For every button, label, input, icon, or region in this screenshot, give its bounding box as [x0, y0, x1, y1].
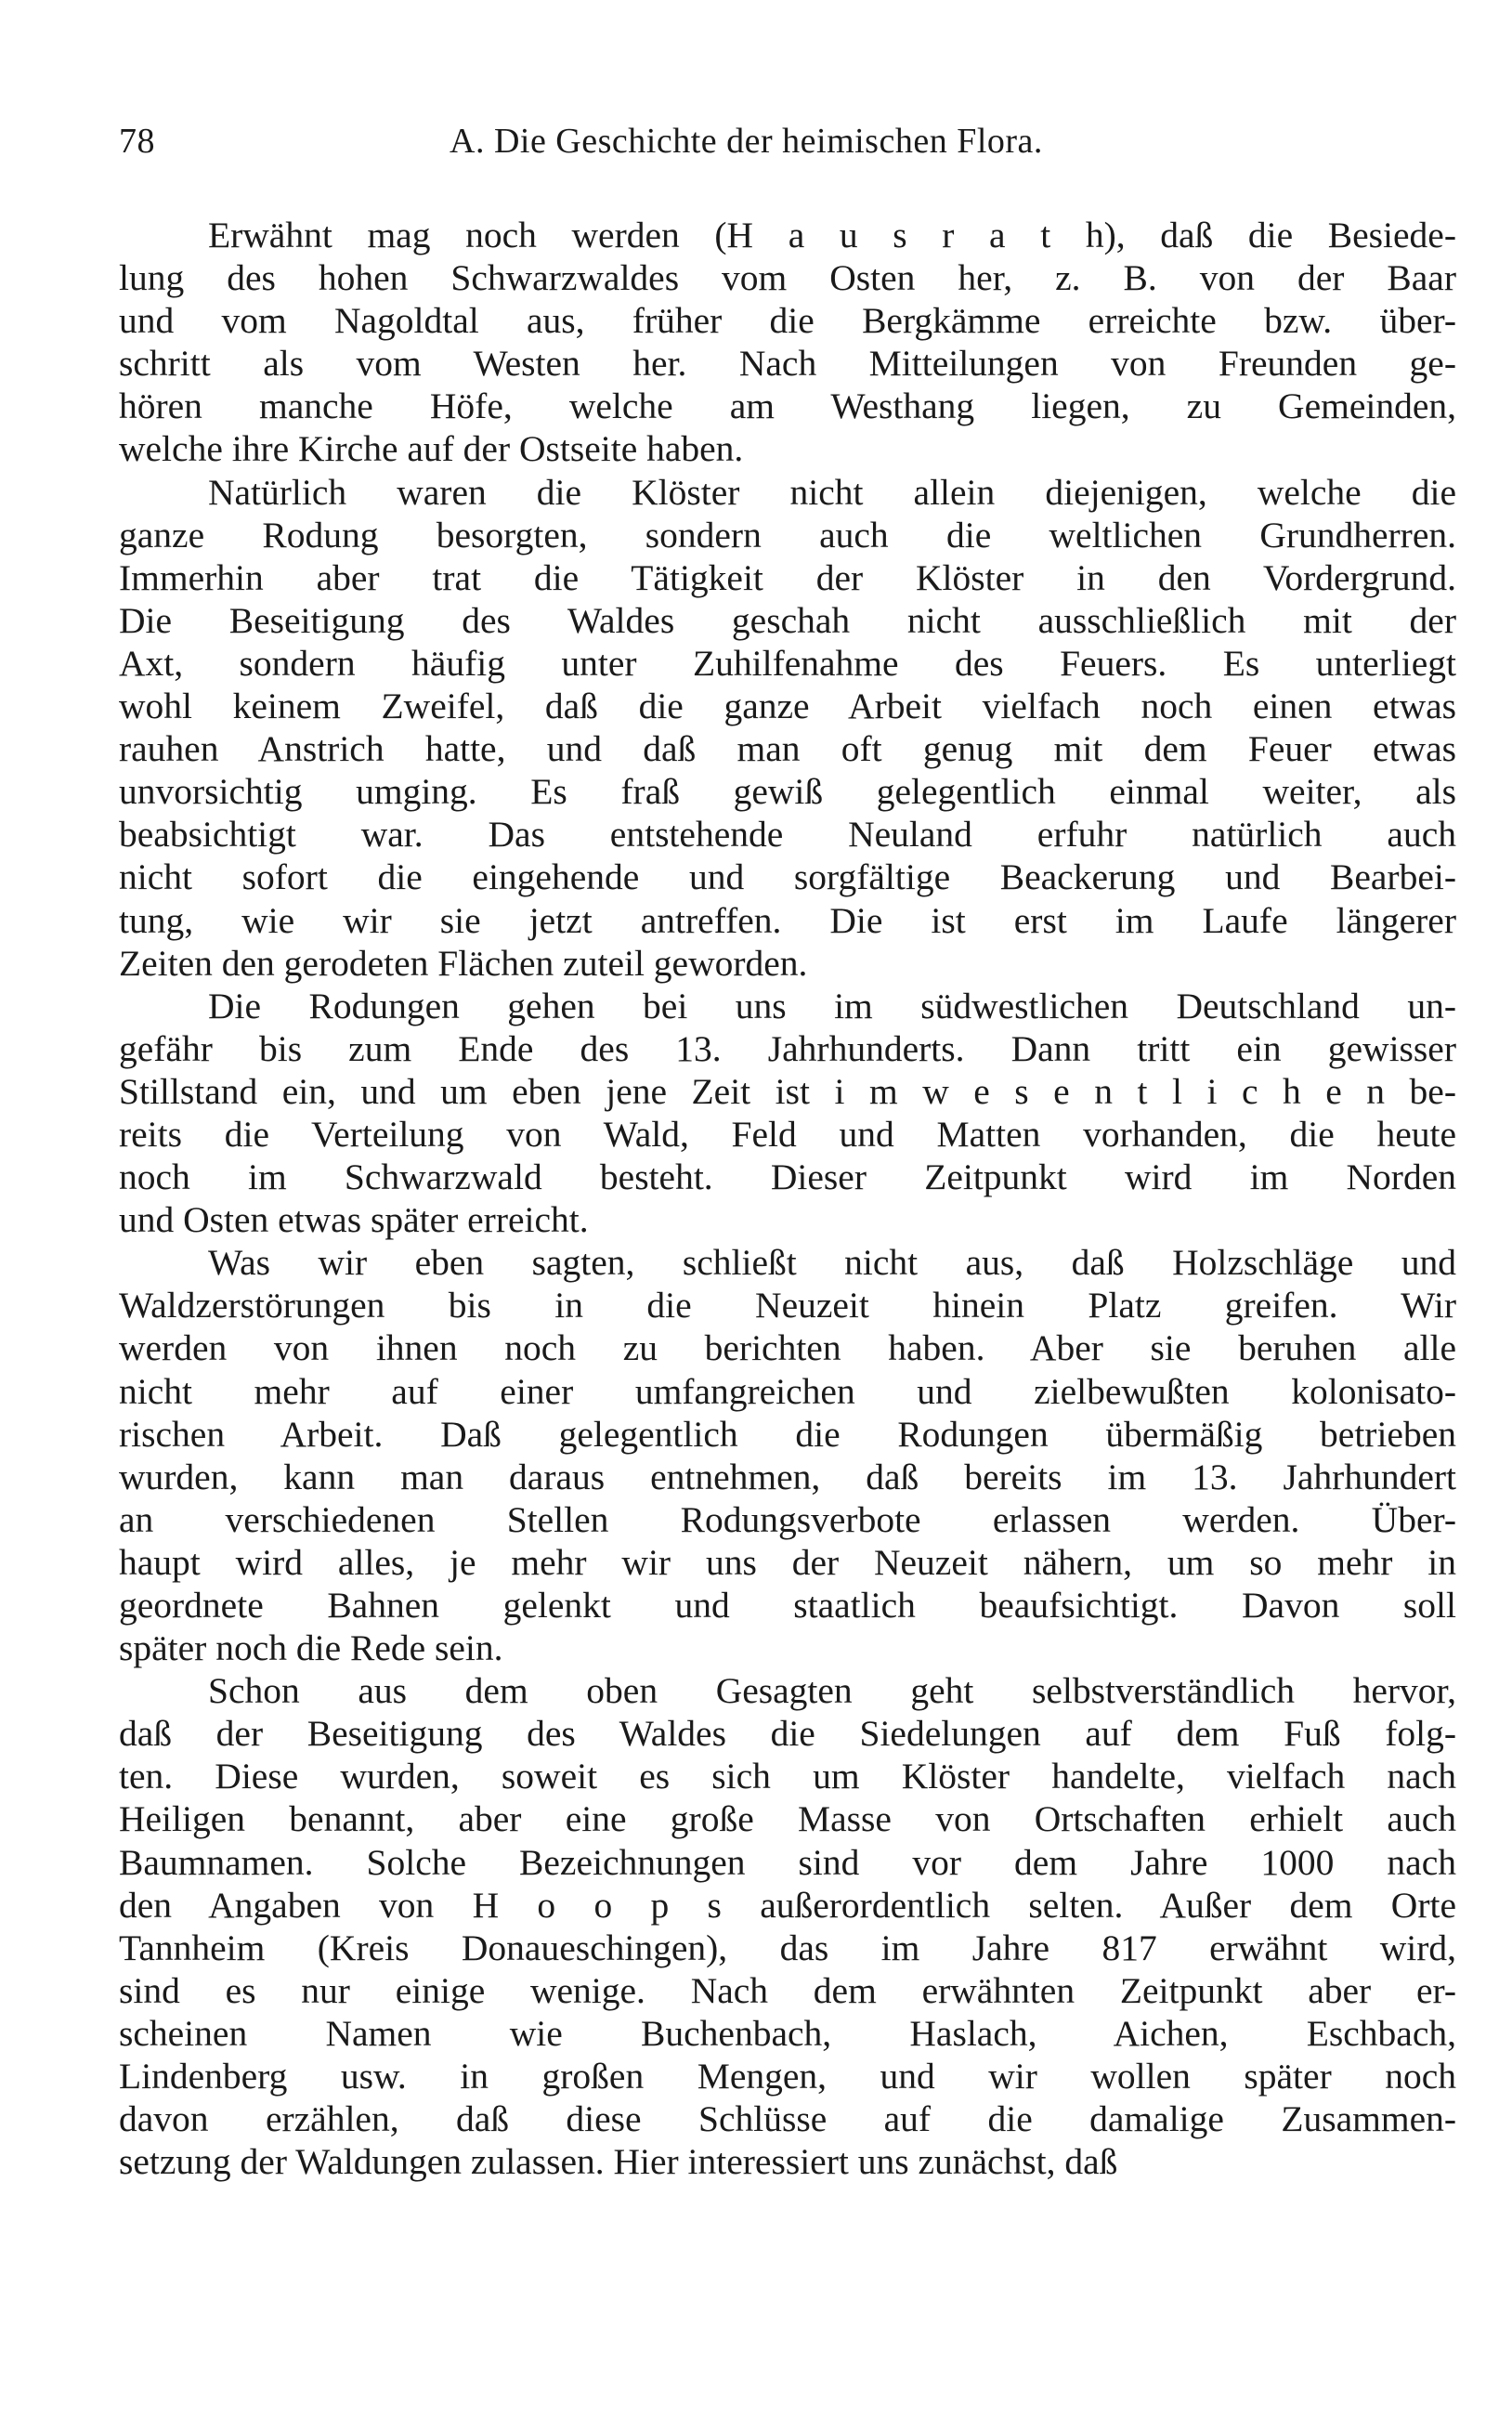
page-number: 78 — [119, 122, 155, 161]
text-line: ten. Diese wurden, soweit es sich um Klöster handelte, vielfach nach — [119, 1756, 1456, 1797]
text-line: beabsichtigt war. Das entstehende Neuland erfuhr natürlich auch — [119, 814, 1456, 856]
text-line: setzung der Waldungen zulassen. Hier interessiert uns zunächst, daß — [119, 2141, 1118, 2183]
text-line: rischen Arbeit. Daß gelegentlich die Rodungen übermäßig betrieben — [119, 1413, 1456, 1455]
text-line: und Osten etwas später erreicht. — [119, 1199, 589, 1241]
text-line: gefähr bis zum Ende des 13. Jahrhunderts. Dann tritt ein gewisser — [119, 1027, 1456, 1069]
text-line: Immerhin aber trat die Tätigkeit der Klöster in den Vordergrund. — [119, 556, 1456, 598]
paragraph-2 — [119, 471, 1456, 985]
text-line: werden von ihnen noch zu berichten haben. Aber sie beruhen alle — [119, 1327, 1456, 1369]
paragraph-1 — [119, 214, 1456, 471]
body-text — [119, 214, 1456, 2183]
text-line: Stillstand ein, und um eben jene Zeit ist i m w e s e n t l i c h e n be- — [119, 1070, 1456, 1112]
text-line: Heiligen benannt, aber eine große Masse von Ortschaften erhielt auch — [119, 1798, 1456, 1840]
text-line: schritt als vom Westen her. Nach Mitteilungen von Freunden ge- — [119, 343, 1456, 385]
text-line: Schon aus dem oben Gesagten geht selbstverständlich hervor, — [208, 1670, 1456, 1712]
text-line: Erwähnt mag noch werden (H a u s r a t h), daß die Besiede- — [208, 215, 1456, 255]
page-header — [119, 121, 1456, 176]
text-line: wurden, kann man daraus entnehmen, daß bereits im 13. Jahrhundert — [119, 1456, 1456, 1497]
text-line: den Angaben von H o o p s außerordentlich selten. Außer dem Orte — [119, 1884, 1456, 1926]
text-line: tung, wie wir sie jetzt antreffen. Die ist erst im Laufe längerer — [119, 899, 1456, 941]
text-line: nicht sofort die eingehende und sorgfältige Beackerung und Bearbei- — [119, 856, 1456, 898]
text-line: später noch die Rede sein. — [119, 1627, 503, 1669]
text-line: haupt wird alles, je mehr wir uns der Neuzeit nähern, um so mehr in — [119, 1541, 1456, 1583]
text-line: unvorsichtig umging. Es fraß gewiß gelegentlich einmal weiter, als — [119, 771, 1456, 813]
text-line: Was wir eben sagten, schließt nicht aus, daß Holzschläge und — [208, 1242, 1456, 1284]
text-line: lung des hohen Schwarzwaldes vom Osten her, z. B. von der Baar — [119, 257, 1456, 299]
paragraph-3 — [119, 985, 1456, 1242]
text-line: Baumnamen. Solche Bezeichnungen sind vor dem Jahre 1000 nach — [119, 1841, 1456, 1883]
text-line: noch im Schwarzwald besteht. Dieser Zeitpunkt wird im Norden — [119, 1156, 1456, 1198]
text-line: Zeiten den gerodeten Flächen zuteil geworden. — [119, 942, 808, 984]
text-line: daß der Beseitigung des Waldes die Siedelungen auf dem Fuß folg- — [119, 1713, 1456, 1755]
book-page — [119, 121, 1456, 2183]
text-line: und vom Nagoldtal aus, früher die Bergkämme erreichte bzw. über- — [119, 300, 1456, 342]
text-line: Natürlich waren die Klöster nicht allein diejenigen, welche die — [208, 471, 1456, 513]
text-line: nicht mehr auf einer umfangreichen und zielbewußten kolonisato- — [119, 1370, 1456, 1412]
text-line: Axt, sondern häufig unter Zuhilfenahme des Feuers. Es unterliegt — [119, 642, 1456, 684]
text-line: scheinen Namen wie Buchenbach, Haslach, Aichen, Eschbach, — [119, 2012, 1456, 2054]
text-line: Tannheim (Kreis Donaueschingen), das im Jahre 817 erwähnt wird, — [119, 1927, 1456, 1968]
text-line: davon erzählen, daß diese Schlüsse auf die damalige Zusammen- — [119, 2098, 1456, 2140]
text-line: geordnete Bahnen gelenkt und staatlich beaufsichtigt. Davon soll — [119, 1585, 1456, 1626]
text-line: hören manche Höfe, welche am Westhang liegen, zu Gemeinden, — [119, 385, 1456, 427]
text-line: Die Beseitigung des Waldes geschah nicht ausschließlich mit der — [119, 599, 1456, 641]
text-line: Die Rodungen gehen bei uns im südwestlichen Deutschland un- — [208, 985, 1456, 1026]
text-line: Lindenberg usw. in großen Mengen, und wir wollen später noch — [119, 2056, 1456, 2097]
text-line: Waldzerstörungen bis in die Neuzeit hinein Platz greifen. Wir — [119, 1285, 1456, 1326]
text-line: ganze Rodung besorgten, sondern auch die weltlichen Grundherren. — [119, 514, 1456, 555]
running-head: A. Die Geschichte der heimischen Flora. — [450, 122, 1043, 161]
text-line: rauhen Anstrich hatte, und daß man oft genug mit dem Feuer etwas — [119, 728, 1456, 770]
paragraph-4 — [119, 1241, 1456, 1669]
text-line: welche ihre Kirche auf der Ostseite haben. — [119, 428, 744, 470]
text-line: an verschiedenen Stellen Rodungsverbote erlassen werden. Über- — [119, 1498, 1456, 1540]
paragraph-5 — [119, 1669, 1456, 2183]
text-line: reits die Verteilung von Wald, Feld und Matten vorhanden, die heute — [119, 1113, 1456, 1155]
text-line: wohl keinem Zweifel, daß die ganze Arbeit vielfach noch einen etwas — [119, 686, 1456, 727]
text-line: sind es nur einige wenige. Nach dem erwähnten Zeitpunkt aber er- — [119, 1969, 1456, 2011]
